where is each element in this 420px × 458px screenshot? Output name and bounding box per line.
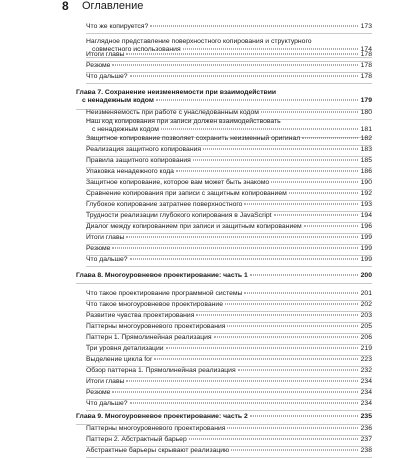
toc-entry[interactable]: [86, 212, 372, 220]
toc-entry[interactable]: [86, 179, 372, 187]
toc-page-number: 200: [360, 272, 372, 279]
toc-entry-title: Что такое проектирование программной системы: [86, 290, 243, 297]
dot-leader: [161, 129, 358, 130]
toc-entry[interactable]: [86, 356, 372, 364]
toc-entry-title: Резюме: [86, 389, 111, 396]
dot-leader: [150, 26, 358, 27]
toc-entry-title: Неизменяемость при работе с унаследованным кодом: [86, 109, 259, 116]
toc-entry[interactable]: [86, 245, 372, 253]
toc-entry-title: Обзор паттерна 1. Прямолинейная реализация: [86, 367, 236, 374]
toc-entry[interactable]: [86, 223, 372, 231]
toc-entry-title-continuation: с ненадежным кодом: [92, 126, 159, 133]
toc-entry[interactable]: [86, 234, 372, 242]
toc-page-number: 178: [360, 73, 372, 80]
toc-entry-title: Наглядное представление поверхностного копирования и структурного: [86, 38, 312, 45]
toc-entry-title: Что дальше?: [86, 256, 128, 263]
toc-entry[interactable]: [86, 168, 372, 176]
toc-page-number: 232: [360, 367, 372, 374]
toc-page-number: 185: [360, 157, 372, 164]
toc-entry-title: Что же копируется?: [86, 23, 149, 30]
dot-leader: [112, 392, 358, 393]
toc-entry-title: Глава 9. Многоуровневое проектирование: часть 2: [76, 413, 248, 420]
toc-entry-title: Паттерны многоуровневого проектирования: [86, 323, 226, 330]
toc-page-number: 223: [360, 356, 372, 363]
toc-entry-title: Паттерн 1. Прямолинейная реализация: [86, 334, 212, 341]
toc-page-number: 196: [360, 223, 372, 230]
toc-entry-title: Что такое многоуровневое проектирование: [86, 301, 223, 308]
dot-leader: [203, 149, 358, 150]
toc-entry[interactable]: [86, 201, 372, 209]
dot-leader: [289, 193, 358, 194]
dot-leader: [126, 237, 358, 238]
toc-entry-title: Правила защитного копирования: [86, 157, 191, 164]
dot-leader: [244, 293, 358, 294]
dot-leader: [244, 204, 358, 205]
dot-leader: [227, 428, 358, 429]
toc-page-number: 180: [360, 109, 372, 116]
toc-page-number: 178: [360, 62, 372, 69]
toc-page-number: 234: [360, 389, 372, 396]
toc-entry-title: Реализация защитного копирования: [86, 146, 202, 153]
toc-page-number: 186: [360, 168, 372, 175]
toc-entry-title: Паттерны многоуровневого проектирования: [86, 425, 226, 432]
toc-entry-title: Что дальше?: [86, 400, 128, 407]
dot-leader: [274, 215, 358, 216]
toc-page-number: 178: [360, 51, 372, 58]
toc-entry-title: Итоги главы: [86, 234, 125, 241]
toc-page-number: 199: [360, 256, 372, 263]
entry-divider: [86, 266, 372, 267]
toc-entry[interactable]: [86, 323, 372, 331]
toc-page-number: 238: [360, 447, 372, 454]
toc-entry[interactable]: [86, 256, 372, 264]
toc-entry[interactable]: [86, 135, 372, 143]
toc-page-number: 234: [360, 378, 372, 385]
toc-entry[interactable]: [86, 157, 372, 165]
dot-leader: [176, 171, 358, 172]
dot-leader: [130, 76, 358, 77]
toc-page-number: 182: [360, 135, 372, 142]
toc-entry[interactable]: [86, 23, 372, 31]
toc-entry-title: Сравнение копирования при записи с защитным копированием: [86, 190, 287, 197]
dot-leader: [196, 315, 358, 316]
dot-leader: [154, 359, 358, 360]
entry-divider: [76, 283, 372, 284]
toc-entry[interactable]: [86, 73, 372, 81]
toc-entry[interactable]: [86, 62, 372, 70]
toc-entry-title: Глава 8. Многоуровневое проектирование: часть 1: [76, 272, 248, 279]
toc-page-number: 234: [360, 400, 372, 407]
toc-page-number: 194: [360, 212, 372, 219]
dot-leader: [166, 348, 358, 349]
dot-leader: [250, 275, 358, 276]
toc-page-number: 179: [360, 97, 372, 104]
toc-entry-title: Итоги главы: [86, 51, 125, 58]
dot-leader: [225, 304, 358, 305]
toc-page-number: 206: [360, 334, 372, 341]
dot-leader: [112, 65, 358, 66]
toc-page-number: 190: [360, 179, 372, 186]
dot-leader: [130, 259, 358, 260]
toc-entry-title: Три уровня детализации: [86, 345, 164, 352]
toc-entry[interactable]: [86, 378, 372, 386]
toc-entry-title: Резюме: [86, 245, 111, 252]
dot-leader: [193, 160, 358, 161]
toc-entry-title: Наш код копирования при записи должен взаимодействовать: [86, 118, 281, 125]
toc-entry-title: Защитное копирование позволяет сохранить неизменный оригинал: [86, 135, 301, 142]
toc-entry[interactable]: [86, 425, 372, 433]
page-number: 8: [62, 0, 69, 13]
toc-entry-title: Паттерн 2. Абстрактный барьер: [86, 436, 187, 443]
toc-entry-title: Развитие чувства проектирования: [86, 312, 195, 319]
toc-page-number: 173: [360, 23, 372, 30]
dot-leader: [302, 138, 358, 139]
toc-entry-title: Выделение цикла for: [86, 356, 153, 363]
dot-leader: [304, 226, 358, 227]
toc-entry-title-continuation: совместного использования: [92, 46, 181, 53]
dot-leader: [261, 112, 358, 113]
toc-page-number: 236: [360, 425, 372, 432]
toc-entry-title: Упаковка ненадежного кода: [86, 168, 174, 175]
toc-entry-title: Трудности реализации глубокого копирования в JavaScript: [86, 212, 272, 219]
toc-entry[interactable]: [86, 436, 372, 444]
toc-page-number: 202: [360, 301, 372, 308]
toc-entry[interactable]: [86, 447, 372, 455]
toc-entry-title: Глава 7. Сохранение неизменяемости при взаимодействии: [76, 89, 277, 96]
toc-page-number: 201: [360, 290, 372, 297]
toc-chapter-entry[interactable]: [76, 89, 372, 105]
running-title: Оглавление: [82, 0, 144, 12]
toc-entry[interactable]: [86, 290, 372, 298]
toc-entry[interactable]: [86, 400, 372, 408]
dot-leader: [214, 337, 358, 338]
entry-divider: [86, 83, 372, 84]
toc-entry[interactable]: [86, 389, 372, 397]
entry-divider: [86, 457, 372, 458]
entry-divider: [86, 33, 372, 34]
toc-entry[interactable]: [86, 334, 372, 342]
dot-leader: [231, 450, 358, 451]
toc-entry[interactable]: [86, 190, 372, 198]
dot-leader: [227, 326, 358, 327]
toc-entry-title: Итоги главы: [86, 378, 125, 385]
dot-leader: [271, 182, 358, 183]
toc-entry-title-continuation: с ненадежным кодом: [82, 97, 154, 104]
dot-leader: [130, 403, 358, 404]
dot-leader: [183, 49, 358, 50]
toc-page-number: 203: [360, 312, 372, 319]
toc-entry-title: Диалог между копированием при записи и защитным копированием: [86, 223, 302, 230]
toc-page-number: 199: [360, 245, 372, 252]
toc-page-number: 235: [360, 413, 372, 420]
toc-entry[interactable]: [86, 367, 372, 375]
toc-entry-title: Резюме: [86, 62, 111, 69]
dot-leader: [126, 54, 358, 55]
toc-entry[interactable]: [86, 301, 372, 309]
toc-chapter-entry[interactable]: [76, 272, 372, 280]
toc-entry-title: Глубокое копирование затратнее поверхностного: [86, 201, 243, 208]
toc-entry-title: Что дальше?: [86, 73, 128, 80]
toc-entry[interactable]: [86, 109, 372, 117]
toc-page-number: 193: [360, 201, 372, 208]
toc-page-number: 183: [360, 146, 372, 153]
toc-entry[interactable]: [86, 312, 372, 320]
dot-leader: [189, 439, 358, 440]
toc-page-number: 219: [360, 345, 372, 352]
toc-page-number: 199: [360, 234, 372, 241]
toc-entry-title: Защитное копирование, которое вам может быть знакомо: [86, 179, 270, 186]
dot-leader: [156, 100, 358, 101]
entry-divider: [86, 410, 372, 411]
toc-entry[interactable]: [86, 345, 372, 353]
dot-leader: [112, 248, 358, 249]
toc-page-number: 192: [360, 190, 372, 197]
toc-entry-title: Абстрактные барьеры скрывают реализацию: [86, 447, 230, 454]
dot-leader: [250, 416, 358, 417]
toc-entry[interactable]: [86, 146, 372, 154]
dot-leader: [126, 381, 358, 382]
toc-page-number: 181: [360, 126, 372, 133]
toc-entry[interactable]: [86, 118, 372, 134]
toc-page-number: 205: [360, 323, 372, 330]
toc-page-number: 237: [360, 436, 372, 443]
toc-page-number: 174: [360, 46, 372, 53]
toc-entry[interactable]: [86, 51, 372, 59]
dot-leader: [238, 370, 358, 371]
